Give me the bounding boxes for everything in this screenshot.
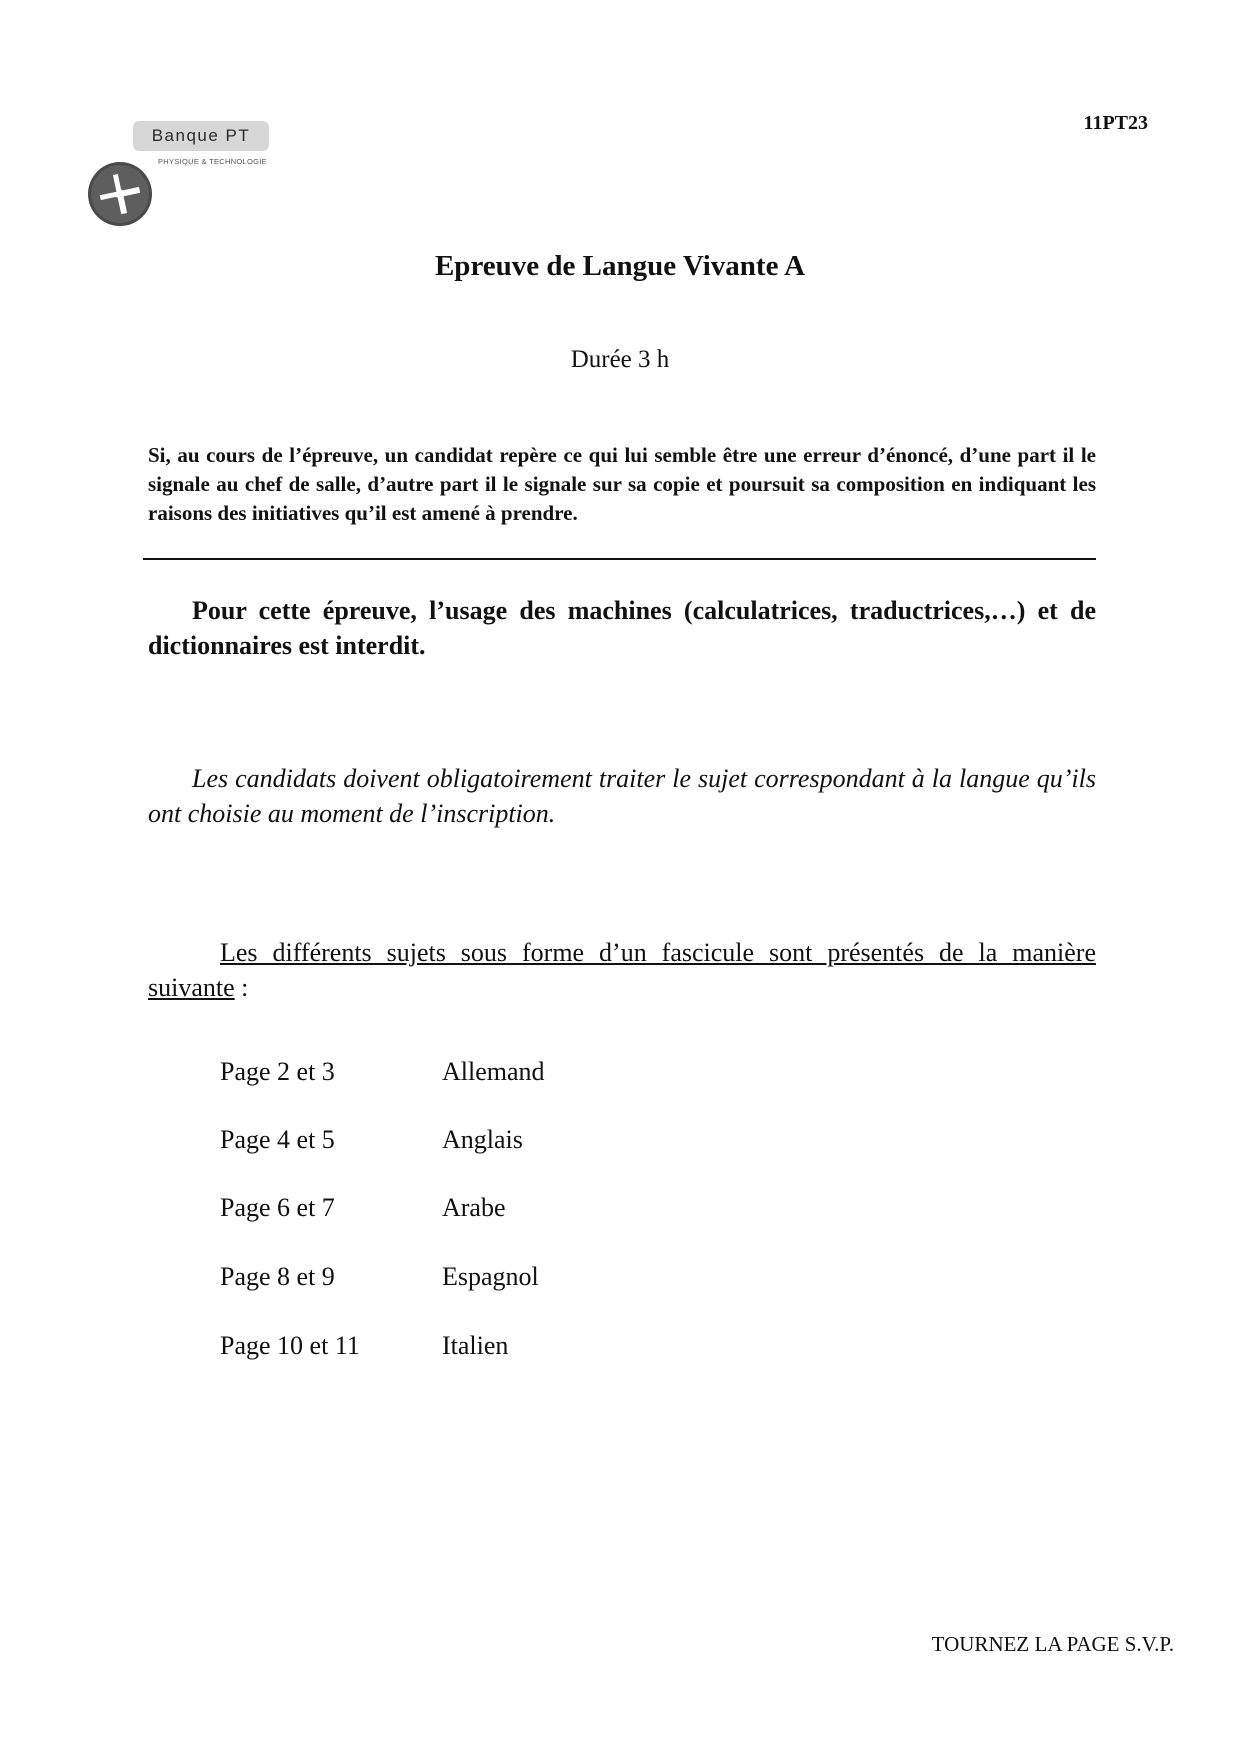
subject-language: Anglais	[442, 1125, 523, 1154]
page-title: Epreuve de Langue Vivante A	[434, 250, 806, 282]
machines-prohibited-paragraph: Pour cette épreuve, l’usage des machines (calculatrices, traductrices,…) et de dictionnaires est interdit.	[148, 596, 1096, 660]
subject-pages: Page 6 et 7	[220, 1193, 335, 1222]
subject-pages: Page 8 et 9	[220, 1262, 335, 1291]
turn-page-footer: TOURNEZ LA PAGE S.V.P.	[931, 1632, 1174, 1656]
exam-duration: Durée 3 h	[570, 346, 670, 373]
banque-pt-logo-icon	[86, 160, 154, 228]
error-notice-paragraph: Si, au cours de l’épreuve, un candidat repère ce qui lui semble être une erreur d’énoncé, d’une part il le signale au chef de salle, d’autre part il le signale sur sa copie et poursuit sa composition en indiquant les raisons des initiatives qu’il est amené à prendre.	[148, 443, 1096, 525]
subject-language: Italien	[442, 1331, 509, 1360]
language-choice-paragraph: Les candidats doivent obligatoirement traiter le sujet correspondant à la langue qu’ils ont choisie au moment de l’inscription.	[148, 764, 1096, 828]
subject-pages: Page 4 et 5	[220, 1125, 335, 1154]
subject-language: Arabe	[442, 1193, 506, 1222]
subjects-intro-paragraph	[148, 935, 1096, 1005]
subjects-intro-suffix: :	[234, 973, 249, 1002]
subject-language: Espagnol	[442, 1262, 539, 1291]
logo-brand-label: Banque PT	[133, 121, 269, 151]
exam-code: 11PT23	[1083, 112, 1148, 134]
subject-pages: Page 10 et 11	[220, 1331, 360, 1360]
subjects-intro-underlined: Les différents sujets sous forme d’un fascicule sont présentés de la manière suivante	[148, 938, 1096, 1002]
subject-language: Allemand	[442, 1057, 545, 1086]
subject-pages: Page 2 et 3	[220, 1057, 335, 1086]
divider-line	[143, 558, 1096, 560]
logo-tagline: PHYSIQUE & TECHNOLOGIE	[158, 157, 267, 166]
